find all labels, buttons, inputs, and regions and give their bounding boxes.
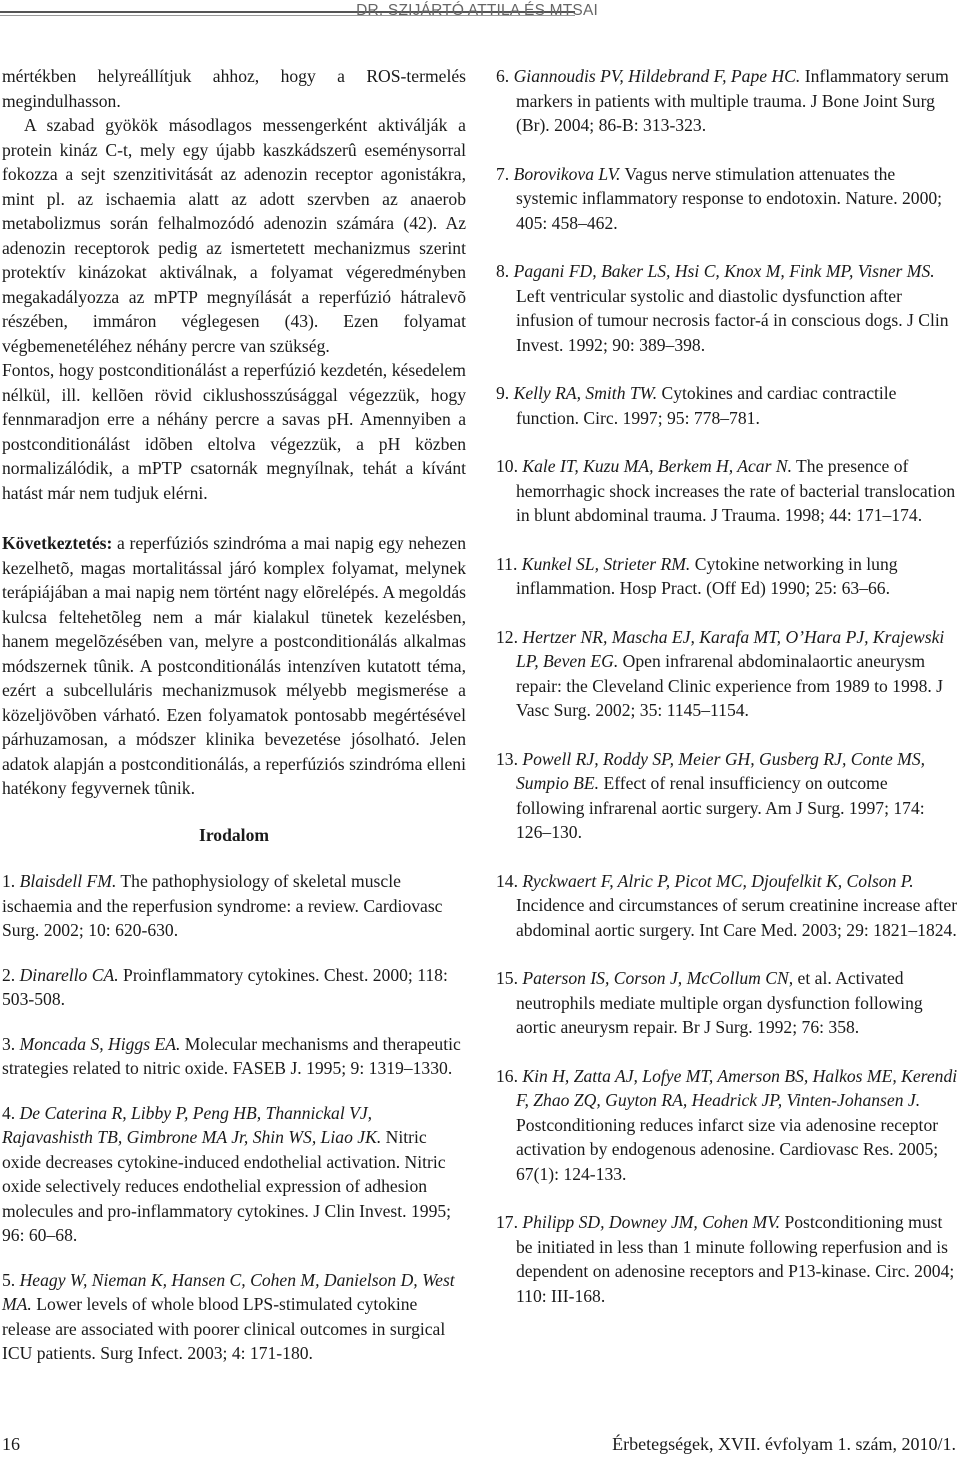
reference-authors: Powell RJ, Roddy SP, Meier GH, Gusberg RJ, Conte MS, Sumpio BE. (516, 748, 926, 793)
reference-text: Nitric oxide decreases cytokine-induced endothelial activation. Nitric oxide selectively reduces endothelial expression of adhesion molecules and pro-inflammatory cytokines. J Clin Invest. 1995; 96: 60–68. (2, 1127, 452, 1245)
reference-authors: Dinarello CA. (19, 964, 119, 985)
reference-item (496, 625, 958, 723)
reference-number: 1. (2, 871, 20, 891)
reference-number: 2. (2, 964, 20, 985)
reference-number: 11. (496, 553, 522, 574)
reference-text: Molecular mechanisms and therapeutic strategies related to nitric oxide. FASEB J. 1995; 9: 1319–1330. (2, 1033, 461, 1078)
reference-text: Cytokines and cardiac contractile function. Circ. 1997; 95: 778–781. (516, 383, 897, 428)
reference-item (2, 1101, 466, 1248)
reference-item (496, 1210, 958, 1308)
reference-number: 8. (496, 261, 514, 281)
reference-authors: De Caterina R, Libby P, Peng HB, Thannickal VJ, Rajavashisth TB, Gimbrone MA Jr, Shin WS, Liao JK. (2, 1102, 382, 1147)
conclusion-label: Következtetés: (2, 533, 113, 553)
reference-text: Cytokine networking in lung inflammation. Hosp Pract. (Off Ed) 1990; 25: 63–66. (516, 553, 898, 598)
page-header (0, 0, 960, 30)
reference-item (496, 64, 958, 138)
running-head: DR. SZIJÁRTÓ ATTILA ÉS MTSAI (356, 2, 598, 19)
reference-authors: Heagy W, Nieman K, Hansen C, Cohen M, Danielson D, West MA. (2, 1269, 455, 1314)
reference-list (2, 869, 466, 1366)
reference-authors: Kin H, Zatta AJ, Lofye MT, Amerson BS, Halkos ME, Kerendi F, Zhao ZQ, Guyton RA, Headrick JP, Vinten-Johansen J. (516, 1065, 958, 1110)
reference-authors: Ryckwaert F, Alric P, Picot MC, Djoufelkit K, Colson P. (522, 870, 914, 891)
reference-item (2, 1032, 466, 1081)
reference-number: 4. (2, 1102, 20, 1123)
reference-text: Lower levels of whole blood LPS-stimulated cytokine release are associated with poorer clinical outcomes in surgical ICU patients. Surg Infect. 2003; 4: 171-180. (2, 1294, 446, 1363)
reference-text: Left ventricular systolic and diastolic dysfunction after infusion of tumour necrosis factor-á in conscious dogs. J Clin Invest. 1992; 90: 389–398. (516, 285, 949, 355)
reference-text: Proinflammatory cytokines. Chest. 2000; 118: 503-508. (2, 964, 448, 1009)
reference-text: Postconditioning reduces infarct size via adenosine receptor activation by endogenous adenosine. Cardiovasc Res. 2005; 67(1): 124-133. (516, 1114, 939, 1184)
reference-text: The pathophysiology of skeletal muscle ischaemia and the reperfusion syndrome: a review. Cardiovasc Surg. 2002; 10: 620-630. (2, 871, 443, 940)
reference-authors: Borovikova LV. (513, 163, 621, 184)
reference-item (496, 259, 958, 357)
reference-item (496, 162, 958, 236)
reference-authors: Moncada S, Higgs EA. (19, 1033, 181, 1054)
reference-number: 7. (496, 163, 514, 184)
reference-item (496, 381, 958, 430)
reference-number: 12. (496, 626, 523, 647)
reference-authors: Blaisdell FM. (19, 871, 117, 891)
reference-authors: Philipp SD, Downey JM, Cohen MV. (522, 1212, 781, 1232)
page-number: 16 (2, 1434, 20, 1454)
paragraph: mértékben helyreállítjuk ahhoz, hogy a ROS-termelés megindulhasson. (2, 66, 466, 111)
reference-item (2, 869, 466, 943)
reference-number: 13. (496, 748, 523, 769)
reference-number: 10. (496, 456, 523, 476)
reference-text: The presence of hemorrhagic shock increases the rate of bacterial translocation in blunt abdominal trauma. J Trauma. 1998; 44: 171–174. (516, 456, 956, 525)
reference-text: Incidence and circumstances of serum creatinine increase after abdominal aortic surgery. Int Care Med. 2003; 29: 1821–1824. (516, 895, 958, 940)
left-column (2, 64, 466, 1386)
reference-authors: Kelly RA, Smith TW. (513, 383, 658, 403)
reference-text: Postconditioning must be initiated in less than 1 minute following reperfusion and is dependent on adenosine receptors and P13-kinase. Circ. 2004; 110: III-168. (516, 1212, 955, 1306)
right-column (496, 64, 958, 1332)
reference-number: 9. (496, 383, 514, 403)
reference-number: 14. (496, 870, 523, 891)
reference-text: Inflammatory serum markers in patients with multiple trauma. J Bone Joint Surg (Br). 2004; 86-B: 313-323. (516, 66, 949, 135)
reference-authors: Kunkel SL, Strieter RM. (521, 553, 691, 574)
reference-number: 6. (496, 66, 514, 86)
journal-footer: Érbetegségek, XVII. évfolyam 1. szám, 2010/1. (612, 1434, 956, 1454)
paragraph: A szabad gyökök másodlagos messengerként aktiválják a protein kináz C-t, mely egy újabb kaszkádszerû eseménysorral fokozza a sejt szenzitivitását az adenozin receptor agonistákra, mint pl. az ischaemia alatt az adott szervben az anaerob metabolizmus során felhalmozódó adenozin számára (42). Az adenozin receptorok pedig az ismertetett mechanizmus szerint protektív kinázokat aktiválnak, a folyamat végeredményben megakadályozza az mPTP megnyílását a reperfúzió hátralevõ részében, immáron véglegesen (43). Ezen folyamat végbemenetéléhez néhány percre van szükség. (2, 115, 466, 356)
reference-item (496, 966, 958, 1040)
reference-authors: Paterson IS, Corson J, McCollum CN, (522, 968, 794, 988)
reference-authors: Hertzer NR, Mascha EJ, Karafa MT, O’Hara PJ, Krajewski LP, Beven EG. (516, 626, 945, 671)
reference-number: 16. (496, 1065, 523, 1086)
reference-text: Open infrarenal abdominalaortic aneurysm repair: the Cleveland Clinic experience from 1989 to 1998. J Vasc Surg. 2002; 35: 1145–1154. (516, 651, 944, 720)
reference-authors: Giannoudis PV, Hildebrand F, Pape HC. (513, 66, 801, 86)
reference-text: Effect of renal insufficiency on outcome following infrarenal aortic surgery. Am J Surg. 1997; 174: 126–130. (516, 773, 925, 842)
reference-item (496, 454, 958, 528)
reference-number: 5. (2, 1269, 20, 1290)
reference-item (496, 747, 958, 845)
reference-text: et al. Activated neutrophils mediate multiple organ dysfunction following aortic aneurysm repair. Br J Surg. 1992; 76: 358. (516, 968, 923, 1037)
reference-authors: Pagani FD, Baker LS, Hsi C, Knox M, Fink MP, Visner MS. (513, 261, 935, 281)
paragraph: Fontos, hogy postconditionálást a reperfúzió kezdetén, késedelem nélkül, ill. kellõen rövid ciklushosszúsággal végezzük, hogy fennmaradjon erre a néhány percre a savas pH. Amennyiben a postconditionálást idõben eltolva végezzük, a pH közben normalizálódik, a mPTP csatornák megnyílnak, tehát a kívánt hatást már nem tudjuk elérni. (2, 360, 466, 503)
reference-item (496, 552, 958, 601)
reference-item (496, 869, 958, 943)
reference-number: 3. (2, 1033, 20, 1054)
conclusion-paragraph (2, 531, 466, 801)
conclusion-text: a reperfúziós szindróma a mai napig egy nehezen kezelhetõ, magas mortalitással járó komplex folyamat, melynek terápiájában a mai napig nem történt nagy elõrelépés. A megoldás kulcsa feltehetõleg nem a már kialakul tünetek kezelésben, hanem megelõzésében van, melyre a postconditionálás alkalmas módszernek tûnik. A postconditionálás intenzíven kutatott téma, ezért a subcelluláris mechanizmusok mélyebb megismerése a közeljövõben várható. Ezen folyamatok pontosabb megértésével párhuzamosan, a módszer klinika bevezetése jósolható. Jelen adatok alapján a postconditionálás, a reperfúziós szindróma elleni hatékony fegyvernek tûnik. (2, 533, 466, 798)
reference-authors: Kale IT, Kuzu MA, Berkem H, Acar N. (522, 456, 792, 476)
reference-list (496, 64, 958, 1308)
reference-number: 15. (496, 968, 523, 988)
section-title: Irodalom (198, 824, 270, 845)
reference-item (496, 1064, 958, 1187)
reference-item (2, 1268, 466, 1366)
reference-text: Vagus nerve stimulation attenuates the systemic inflammatory response to endotoxin. Nature. 2000; 405: 458–462. (516, 163, 943, 233)
reference-item (2, 963, 466, 1012)
reference-number: 17. (496, 1212, 523, 1232)
